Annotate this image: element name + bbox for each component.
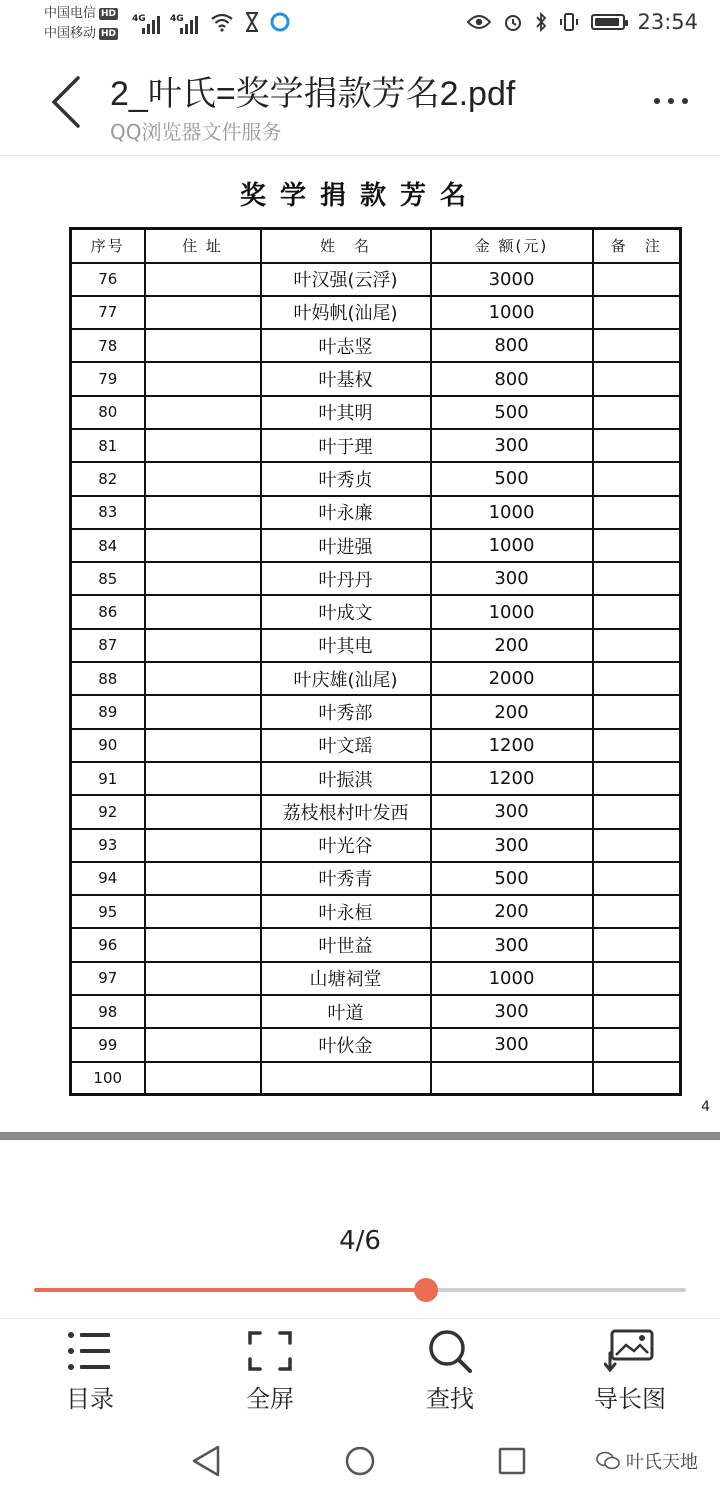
table-row [71,695,681,728]
amount-cell: 1000 [431,496,593,529]
long-image-button[interactable] [570,1329,690,1414]
name-cell: 叶其电 [261,629,431,662]
address-cell [145,263,261,296]
name-cell: 叶志竖 [261,329,431,362]
table-row [71,629,681,662]
amount-cell: 1000 [431,529,593,562]
address-cell [145,595,261,628]
amount-cell: 200 [431,695,593,728]
table-row [71,895,681,928]
amount-cell: 1000 [431,595,593,628]
address-cell [145,529,261,562]
table-header-row [71,229,681,263]
column-header: 金 额(元) [431,229,593,263]
address-cell [145,429,261,462]
name-cell: 叶丹丹 [261,562,431,595]
watermark-text: 叶氏天地 [626,1452,698,1473]
note-cell [593,462,681,495]
table-row [71,595,681,628]
battery-icon [591,14,625,30]
status-right [467,10,698,34]
search-icon [426,1329,474,1373]
toc-button[interactable] [30,1329,150,1414]
seq-cell: 94 [71,862,145,895]
table-row [71,329,681,362]
amount-cell: 500 [431,862,593,895]
name-cell: 叶汉强(云浮) [261,263,431,296]
signal-icon: 4G [170,16,198,34]
donor-table [69,227,682,1096]
address-cell [145,362,261,395]
seq-cell: 79 [71,362,145,395]
amount-cell: 300 [431,928,593,961]
note-cell [593,629,681,662]
more-button[interactable] [654,98,688,104]
watermark [596,1448,698,1474]
name-cell: 叶光谷 [261,829,431,862]
name-cell: 叶妈帆(汕尾) [261,296,431,329]
file-subtitle: QQ浏览器文件服务 [110,120,282,144]
seq-cell: 99 [71,1028,145,1061]
toc-label: 目录 [66,1385,114,1413]
table-row [71,1028,681,1061]
column-header: 序号 [71,229,145,263]
note-cell [593,895,681,928]
name-cell: 山塘祠堂 [261,962,431,995]
column-header: 姓 名 [261,229,431,263]
long-image-label: 导长图 [594,1385,666,1413]
address-cell [145,962,261,995]
nav-recents-icon[interactable] [496,1444,528,1478]
name-cell: 叶进强 [261,529,431,562]
note-cell [593,928,681,961]
column-header: 备 注 [593,229,681,263]
address-cell [145,562,261,595]
amount-cell: 300 [431,829,593,862]
hourglass-icon [244,12,260,32]
address-cell [145,795,261,828]
note-cell [593,529,681,562]
page-divider [0,1132,720,1140]
amount-cell: 500 [431,396,593,429]
file-title: 2_叶氏=奖学捐款芳名2.pdf [110,75,516,113]
name-cell: 叶成文 [261,595,431,628]
note-cell [593,396,681,429]
seq-cell: 91 [71,762,145,795]
signal-group [132,10,198,34]
name-cell: 叶永廉 [261,496,431,529]
address-cell [145,928,261,961]
address-cell [145,296,261,329]
name-cell: 叶文瑶 [261,729,431,762]
address-cell [145,895,261,928]
hd-badge: HD [101,29,117,39]
table-row [71,396,681,429]
amount-cell: 300 [431,995,593,1028]
amount-cell: 300 [431,429,593,462]
eye-icon [467,14,491,30]
note-cell [593,762,681,795]
note-cell [593,829,681,862]
seq-cell: 97 [71,962,145,995]
amount-cell: 300 [431,1028,593,1061]
seq-cell: 84 [71,529,145,562]
address-cell [145,662,261,695]
note-cell [593,962,681,995]
fullscreen-icon [246,1329,294,1373]
seq-cell: 92 [71,795,145,828]
fullscreen-button[interactable] [210,1329,330,1414]
carrier-1: 中国电信 HD [44,6,117,21]
vibrate-icon [559,12,579,32]
seq-cell: 76 [71,263,145,296]
name-cell: 叶秀贞 [261,462,431,495]
address-cell [145,729,261,762]
amount-cell: 2000 [431,662,593,695]
amount-cell: 1000 [431,296,593,329]
clock: 23:54 [637,10,698,34]
note-cell [593,296,681,329]
table-row [71,928,681,961]
table-row [71,562,681,595]
chevron-left-icon [40,74,90,130]
table-row [71,529,681,562]
seq-cell: 88 [71,662,145,695]
seq-cell: 82 [71,462,145,495]
address-cell [145,995,261,1028]
table-row [71,662,681,695]
amount-cell: 800 [431,329,593,362]
name-cell: 叶庆雄(汕尾) [261,662,431,695]
note-cell [593,1062,681,1095]
seq-cell: 85 [71,562,145,595]
amount-cell: 1000 [431,962,593,995]
name-cell: 叶永桓 [261,895,431,928]
table-row [71,462,681,495]
amount-cell: 200 [431,895,593,928]
seq-cell: 87 [71,629,145,662]
note-cell [593,995,681,1028]
seq-cell: 81 [71,429,145,462]
search-label: 查找 [426,1385,474,1413]
seq-cell: 80 [71,396,145,429]
seq-cell: 90 [71,729,145,762]
status-bar [0,0,720,52]
name-cell: 叶道 [261,995,431,1028]
note-cell [593,496,681,529]
amount-cell: 200 [431,629,593,662]
signal-icon: 4G [132,16,160,34]
seq-cell: 95 [71,895,145,928]
long-image-icon [604,1329,656,1373]
seq-cell: 78 [71,329,145,362]
system-nav-bar [0,1426,720,1496]
address-cell [145,695,261,728]
address-cell [145,1028,261,1061]
name-cell: 叶伙金 [261,1028,431,1061]
more-icon [654,98,660,104]
wechat-icon [596,1451,620,1471]
note-cell [593,562,681,595]
address-cell [145,1062,261,1095]
table-row [71,729,681,762]
name-cell: 叶秀部 [261,695,431,728]
amount-cell [431,1062,593,1095]
seq-cell: 98 [71,995,145,1028]
wifi-icon [210,12,234,32]
note-cell [593,263,681,296]
amount-cell: 300 [431,795,593,828]
amount-cell: 800 [431,362,593,395]
note-cell [593,695,681,728]
name-cell: 叶世益 [261,928,431,961]
address-cell [145,396,261,429]
column-header: 住 址 [145,229,261,263]
table-row [71,263,681,296]
hd-badge: HD [101,9,117,19]
app-notification-icon [270,12,290,32]
seq-cell: 86 [71,595,145,628]
table-row [71,296,681,329]
seq-cell: 96 [71,928,145,961]
address-cell [145,629,261,662]
note-cell [593,595,681,628]
list-icon [66,1329,114,1373]
table-row [71,496,681,529]
note-cell [593,362,681,395]
bottom-toolbar [0,1318,720,1426]
amount-cell: 3000 [431,263,593,296]
document-title: 奖学捐款芳名 [239,181,480,211]
note-cell [593,662,681,695]
fullscreen-label: 全屏 [246,1385,294,1413]
back-button[interactable] [40,74,90,130]
address-cell [145,862,261,895]
page-number: 4 [701,1099,710,1115]
table-row [71,795,681,828]
address-cell [145,762,261,795]
note-cell [593,795,681,828]
table-row [71,829,681,862]
name-cell: 叶于理 [261,429,431,462]
amount-cell: 1200 [431,762,593,795]
amount-cell: 1200 [431,729,593,762]
slider-thumb[interactable] [414,1278,438,1302]
amount-cell: 300 [431,562,593,595]
note-cell [593,862,681,895]
alarm-icon [503,12,523,32]
note-cell [593,329,681,362]
name-cell: 叶其明 [261,396,431,429]
seq-cell: 83 [71,496,145,529]
page-slider[interactable] [34,1278,686,1302]
slider-fill [34,1288,426,1292]
bluetooth-icon [535,12,547,32]
nav-back-icon[interactable] [190,1444,222,1478]
table-row [71,962,681,995]
pdf-page[interactable] [0,157,720,1132]
status-icons [210,12,290,32]
note-cell [593,729,681,762]
note-cell [593,429,681,462]
seq-cell: 77 [71,296,145,329]
header [0,52,720,156]
address-cell [145,462,261,495]
name-cell [261,1062,431,1095]
table-row [71,1062,681,1095]
seq-cell: 100 [71,1062,145,1095]
search-button[interactable] [390,1329,510,1414]
seq-cell: 89 [71,695,145,728]
page-indicator: 4/6 [339,1226,381,1256]
table-row [71,362,681,395]
name-cell: 叶振淇 [261,762,431,795]
name-cell: 叶基权 [261,362,431,395]
table-row [71,862,681,895]
carrier-2: 中国移动 HD [44,26,117,41]
nav-home-icon[interactable] [344,1444,376,1478]
address-cell [145,829,261,862]
name-cell: 叶秀青 [261,862,431,895]
amount-cell: 500 [431,462,593,495]
table-row [71,429,681,462]
seq-cell: 93 [71,829,145,862]
table-row [71,762,681,795]
address-cell [145,329,261,362]
address-cell [145,496,261,529]
note-cell [593,1028,681,1061]
table-row [71,995,681,1028]
name-cell: 荔枝根村叶发西 [261,795,431,828]
